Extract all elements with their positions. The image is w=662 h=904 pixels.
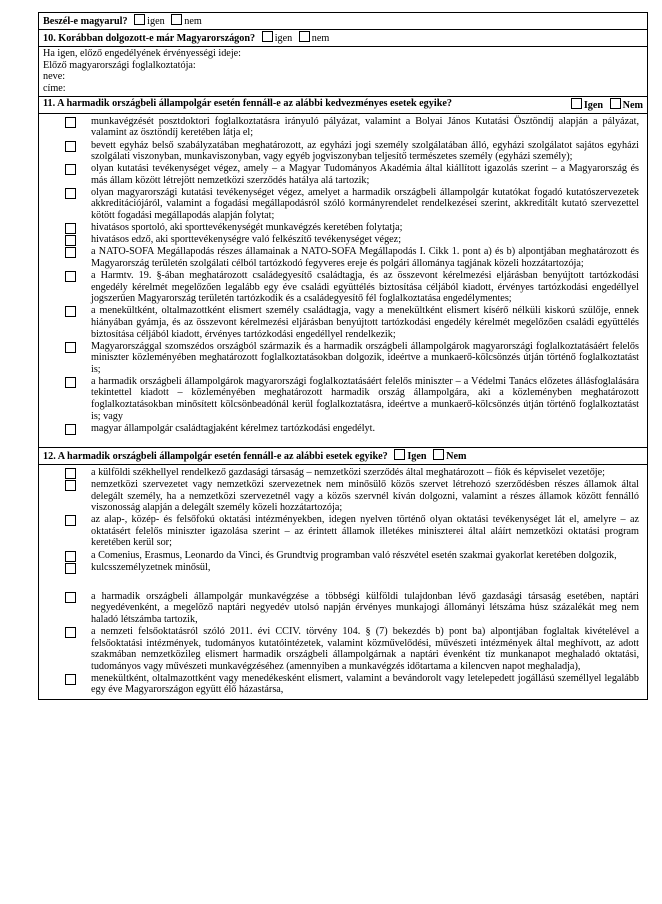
- q11-option-text: olyan magyarországi kutatási tevékenységet végez, amelyet a harmadik országbeli állampolgár kutatókat fogadó kutatószervezetek akkreditációjáról, valamint a fogadási megállapodásról szóló kormányrendelet rendelkezései szerint, akkreditált kutató szervezettel kötött fogadási megállapodás alapján folytat;: [91, 186, 639, 222]
- q12-no-label: Nem: [446, 450, 467, 462]
- q11-option-checkbox[interactable]: [65, 424, 76, 435]
- q12-option-text: a Comenius, Erasmus, Leonardo da Vinci, és Grundtvig programban való részvétel esetén szakmai gyakorlat keretében dolgozik,: [91, 549, 617, 561]
- q11-no-label: Nem: [622, 99, 643, 111]
- q10-yes-label: igen: [274, 33, 293, 44]
- q11-option-text: bevett egyház belső szabályzatában meghatározott, az egyházi jogi személy szolgálatában álló, egyházi szolgálatot sajátos egyházi szolgálati viszonyban, munkaviszonyban, vagy egyéb jogviszonyban teljesítő természetes személy (egyházi személy);: [91, 139, 639, 163]
- prev-employer-label: Előző magyarországi foglalkoztatója:: [43, 59, 196, 71]
- q12-option-text: menekültként, oltalmazottként vagy menedékesként elismert, valamint a bevándorolt vagy letelepedett jogállású személlyel legalább egy éve Magyarországon együtt élő házastársa,: [91, 672, 639, 696]
- q10-no-checkbox[interactable]: [299, 31, 310, 42]
- q11-option-checkbox[interactable]: [65, 235, 76, 246]
- q12-option: [43, 479, 643, 514]
- q12-option-checkbox[interactable]: [65, 515, 76, 526]
- hungarian-question-row: [39, 13, 647, 30]
- q11-option: [43, 222, 643, 234]
- prev-employer-address-field[interactable]: címe:: [43, 83, 66, 95]
- q11-option-text: hivatásos edző, aki sporttevékenységre való felkészítő tevékenységet végez;: [91, 234, 402, 246]
- q11-option: [43, 140, 643, 163]
- q11-option-text: a NATO-SOFA Megállapodás részes államainak a NATO-SOFA Megállapodás I. Cikk 1. pont a) és b) alpontjában meghatározott és Magyarország területén szolgálati célból tartózkodó fegyveres ereje és polgári állományа tagjának közeli hozzátartozója;: [91, 246, 639, 269]
- q11-option-checkbox[interactable]: [65, 164, 76, 175]
- q12-option: [43, 673, 643, 696]
- q10-yes-checkbox[interactable]: [262, 31, 273, 42]
- q12-option-text: a harmadik országbeli állampolgár munkavégzése a többségi külföldi tulajdonban lévő gazdasági társaság esetében, naptári negyedévenként, a megelőző naptári negyedév utolsó napján érvényes munkajogi állományi létszáma húsz százalékát meg nem haladó létszámba tartozik,: [91, 590, 639, 625]
- q11-yes-label: Igen: [583, 99, 604, 111]
- q11-option-text: Magyarországgal szomszédos országból származik és a harmadik országbeli állampolgárok magyarországi foglalkoztatásáért felelős miniszter közleményében meghatározott foglalkoztatásokban dolgozik, ideértve a munkaerő-kölcsönzés útján történő foglalkoztatást is;: [91, 340, 639, 375]
- q11-option-checkbox[interactable]: [65, 306, 76, 317]
- q12-option-checkbox[interactable]: [65, 674, 76, 685]
- q11-option-text: magyar állampolgár családtagjaként kérelmez tartózkodási engedélyt.: [91, 422, 375, 434]
- q11-option: [43, 187, 643, 222]
- q11-option-text: munkavégzését posztdoktori foglalkoztatásra irányuló pályázat, valamint a Bolyai János Kutatási Ösztöndíj alapján a pályázat, valamint az ösztöndíj keretében látja el;: [91, 115, 639, 139]
- q11-option-checkbox[interactable]: [65, 188, 76, 199]
- q11-option-text: a Harmtv. 19. §-ában meghatározott családegyesítő családtagja, és az összevont kérelmezési eljárásban benyújtott tartózkodási engedély kérelmét megelőzően legalább egy éve családi együttélés biztosítása céljából kiadott, érvényes tartózkodási engedéllyel jogszerűen Magyarország területén tartózkodik és a családegyesítő fél foglalkoztatása engedélymentes;: [91, 270, 639, 305]
- q12-option: [43, 467, 643, 479]
- q11-option: [43, 234, 643, 246]
- q11-option: [43, 341, 643, 376]
- hungarian-no-label: nem: [184, 16, 202, 27]
- q12-option: [43, 550, 643, 562]
- q12-option-checkbox[interactable]: [65, 480, 76, 491]
- q12-option: [43, 514, 643, 549]
- q11-option-checkbox[interactable]: [65, 271, 76, 282]
- hungarian-yes-checkbox[interactable]: [134, 14, 145, 25]
- q11-option: [43, 116, 643, 139]
- q11-option: [43, 270, 643, 305]
- q11-option-checkbox[interactable]: [65, 223, 76, 234]
- q12-option-checkbox[interactable]: [65, 563, 76, 574]
- q12-no-checkbox[interactable]: [433, 449, 444, 460]
- q11-option-checkbox[interactable]: [65, 141, 76, 152]
- prev-employer-name-field[interactable]: neve:: [43, 71, 66, 83]
- q11-no-checkbox[interactable]: [610, 98, 621, 109]
- q10-row: [39, 30, 647, 47]
- q11-yes-checkbox[interactable]: [571, 98, 582, 109]
- q12-option-checkbox[interactable]: [65, 627, 76, 638]
- q12-option-checkbox[interactable]: [65, 551, 76, 562]
- hungarian-question-label: Beszél-e magyarul?: [43, 16, 128, 27]
- q11-option-checkbox[interactable]: [65, 117, 76, 128]
- q12-option-checkbox[interactable]: [65, 592, 76, 603]
- q12-header-row: [39, 448, 647, 465]
- q11-option: [43, 423, 643, 435]
- q12-option: [43, 626, 643, 672]
- q12-yes-checkbox[interactable]: [394, 449, 405, 460]
- prev-permit-validity-field[interactable]: Ha igen, előző engedélyének érvényességi ideje:: [43, 48, 242, 59]
- q11-option: [43, 246, 643, 269]
- q11-options: [39, 114, 647, 448]
- q12-option-text: a nemzeti felsőoktatásról szóló 2011. évi CCIV. törvény 104. § (7) bekezdés b) pont ba) alpontjában foglaltak kivételével a felsőoktatási intézmények, tudományos kutatóintézetek, valamint közművelődési, művészeti intézmények által meghívott, az adott szakmában nemzetközileg elismert harmadik országbeli állampolgárnak a naptári évenként tíz munkanapot meghaladó oktatási, tudományos vagy művészeti munkavégzéséhez (amennyiben a munkavégzés időtartama a kilencven napot meghaladja),: [91, 625, 639, 672]
- q11-option-checkbox[interactable]: [65, 377, 76, 388]
- q11-header-row: [39, 97, 647, 114]
- hungarian-yes-label: igen: [147, 16, 165, 27]
- q11-label: 11. A harmadik országbeli állampolgár esetén fennáll-e az alábbi kedvezményes esetek egyike?: [43, 97, 452, 109]
- q11-option: [43, 305, 643, 340]
- q11-option-text: olyan kutatási tevékenységet végez, amely – a Magyar Tudományos Akadémia által kiállított igazolás szerint – a Magyarország és más állam között létrejött nemzetközi szerződés hatálya alá tartozik;: [91, 163, 639, 186]
- q12-option-checkbox[interactable]: [65, 468, 76, 479]
- q11-option: [43, 163, 643, 186]
- previous-employment-block: [39, 47, 647, 97]
- q12-options: [39, 465, 647, 699]
- q11-option-text: a menekültként, oltalmazottként elismert személy családtagja, vagy a menekültként elismert kísérő nélküli kiskorú szülője, ennek hiányában gyámja, és az összevont kérelmezési eljárásban benyújtott tartózkodási engedély kérelmét megelőzően családi együttélés biztosítása céljából kiadott, érvényes tartózkodási engedéllyel rendelkezik;: [91, 305, 639, 340]
- q11-option-checkbox[interactable]: [65, 342, 76, 353]
- q10-no-label: nem: [311, 33, 330, 44]
- q10-label: 10. Korábban dolgozott-e már Magyarországon?: [43, 33, 256, 44]
- q11-option-checkbox[interactable]: [65, 247, 76, 258]
- q12-option-text: az alap-, közép- és felsőfokú oktatási intézményekben, idegen nyelven történő olyan oktatási tevékenységet lát el, amelyre – az oktatásért felelős miniszter igazolása szerint – az érintett államok illetékes miniszterei által aláírt nemzetközi oktatási program keretében kerül sor;: [91, 514, 639, 549]
- hungarian-no-checkbox[interactable]: [171, 14, 182, 25]
- q12-label: 12. A harmadik országbeli állampolgár esetén fennáll-e az alábbi esetek egyike?: [43, 450, 388, 462]
- q12-option-text: kulcsszemélyzetnek minősül,: [91, 561, 211, 573]
- q12-option: [43, 591, 643, 626]
- application-form: [38, 12, 648, 700]
- q12-option: [43, 562, 643, 574]
- q11-option-text: hivatásos sportoló, aki sporttevékenységét munkavégzés keretében folytatja;: [91, 222, 403, 234]
- q12-option-text: nemzetközi szervezetet vagy nemzetközi szervezetnek nem minősülő közös szervet létrehozó szerződésben részes államok által delegált személy, ha a nemzetközi szervezetnél vagy a közös szervnél kíván dolgozni, valamint a részes államok között fennálló viszonosság alapján a delegált személy közeli hozzátartozója;: [91, 478, 639, 514]
- q12-option-text: a külföldi székhellyel rendelkező gazdasági társaság – nemzetközi szerződés által meghatározott – fiók és képviselet vezetője;: [91, 466, 605, 478]
- q11-option: [43, 376, 643, 422]
- q12-yes-label: Igen: [407, 450, 427, 462]
- q11-option-text: a harmadik országbeli állampolgárok magyarországi foglalkoztatásáért felelős miniszter – a Védelmi Tanács előzetes állásfoglalására tekintettel kiadott – közleményében meghatározott harmadik ország állampolgára, aki a közleményben meghatározott foglalkoztatásokban minősített kölcsönbeadónál kerül foglalkoztatásra, ideértve a munkaerő-kölcsönzés útján történő foglalkoztatást is; vagy: [91, 375, 639, 422]
